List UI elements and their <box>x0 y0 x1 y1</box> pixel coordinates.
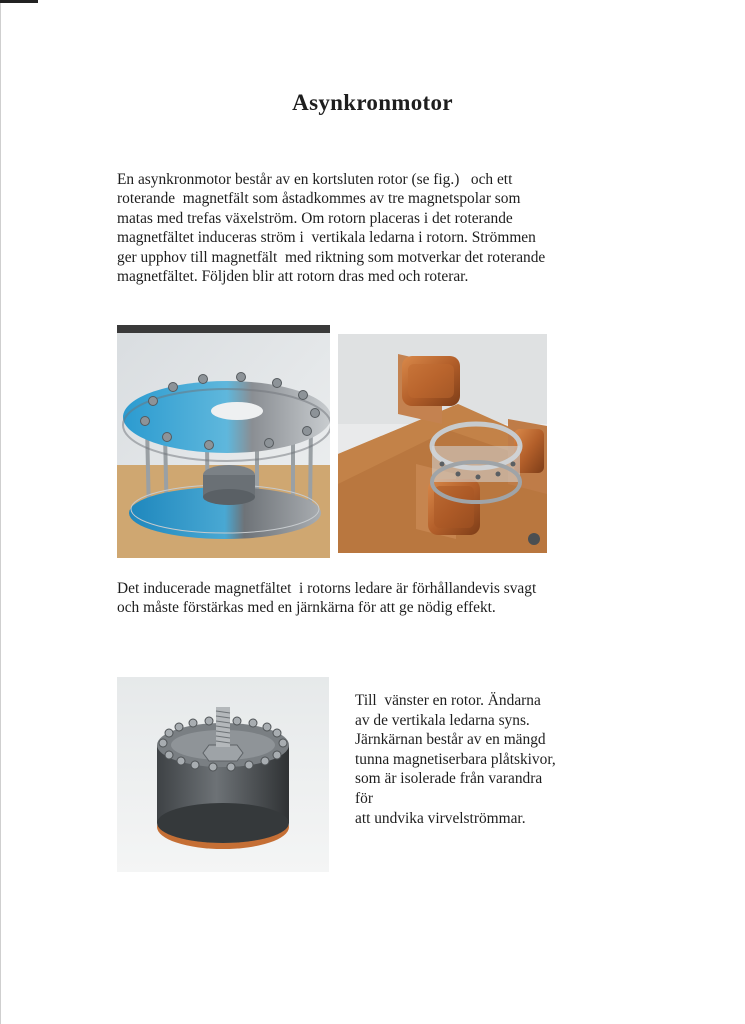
caption-line: Till vänster en rotor. Ändarna <box>355 692 541 709</box>
intro-paragraph <box>117 170 607 286</box>
scan-mark <box>0 0 38 3</box>
caption-line: att undvika virvelströmmar. <box>355 809 526 827</box>
reinforcement-line: och måste förstärkas med en järnkärna för att ge nödig effekt. <box>117 599 496 617</box>
caption-line: som är isolerade från varandra <box>355 770 543 788</box>
caption-line: tunna magnetiserbara plåtskivor, <box>355 750 556 768</box>
intro-line: matas med trefas växelström. Om rotorn placeras i det roterande <box>117 209 513 227</box>
reinforcement-line: Det inducerade magnetfältet i rotorns ledare är förhållandevis svagt <box>117 580 537 597</box>
rotor-caption <box>355 691 595 828</box>
caption-line: av de vertikala ledarna syns. <box>355 711 530 729</box>
intro-line: roterande magnetfält som åstadkommes av tre magnetspolar som <box>117 190 521 208</box>
rotor-model-photo <box>117 325 330 558</box>
rotor-core-photo <box>117 677 329 872</box>
reinforcement-paragraph <box>117 579 597 618</box>
intro-line: magnetfältet. Följden blir att rotorn dras med och roterar. <box>117 268 469 286</box>
intro-line: ger upphov till magnetfält med riktning som motverkar det roterande <box>117 248 546 266</box>
scan-edge <box>0 0 1 1024</box>
caption-line: Järnkärnan består av en mängd <box>355 731 546 749</box>
page-title: Asynkronmotor <box>292 90 453 115</box>
coil-assembly-photo <box>338 334 547 553</box>
caption-line: för <box>355 789 373 807</box>
intro-line: magnetfältet induceras ström i vertikala ledarna i rotorn. Strömmen <box>117 229 536 247</box>
intro-line: En asynkronmotor består av en kortsluten rotor (se fig.) och ett <box>117 171 513 188</box>
